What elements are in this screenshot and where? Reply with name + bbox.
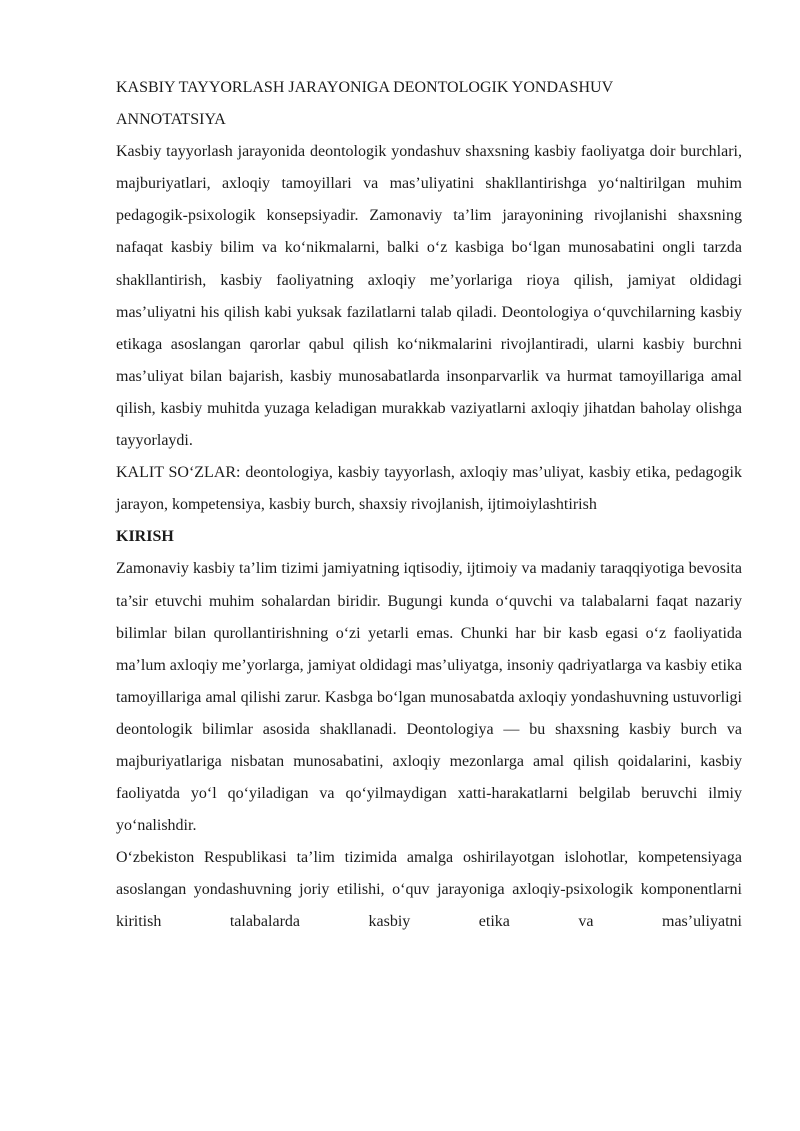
document-title: KASBIY TAYYORLASH JARAYONIGA DEONTOLOGIK YONDASHUV xyxy=(116,79,614,96)
keywords-paragraph: KALIT SO‘ZLAR: deontologiya, kasbiy tayyorlash, axloqiy mas’uliyat, kasbiy etika, pedagogik jarayon, kompetensiya, kasbiy burch, shaxsiy rivojlanish, ijtimoiylashtirish xyxy=(116,464,742,514)
intro-paragraph-1: Zamonaviy kasbiy ta’lim tizimi jamiyatning iqtisodiy, ijtimoiy va madaniy taraqqiyotiga bevosita ta’sir etuvchi muhim sohalardan biridir. Bugungi kunda o‘quvchi va talabalarni faqat nazariy bilimlar bilan qurollantirishning o‘zi yetarli emas. Chunki har bir kasb egasi o‘z faoliyatida ma’lum axloqiy me’yorlarga, jamiyat oldidagi mas’uliyatga, insoniy qadriyatlarga va kasbiy etika tamoyillariga amal qilishi zarur. Kasbga bo‘lgan munosabatda axloqiy yondashuvning ustuvorligi deontologik bilimlar asosida shakllanadi. Deontologiya — bu shaxsning kasbiy burch va majburiyatlariga nisbatan munosabatini, axloqiy mezonlarga amal qilish qoidalarini, kasbiy faoliyatda yo‘l qo‘yiladigan va qo‘yilmaydigan xatti-harakatlarni belgilab beruvchi ilmiy yo‘nalishdir. xyxy=(116,560,742,835)
intro-heading: KIRISH xyxy=(116,528,174,546)
intro-paragraph-2: O‘zbekiston Respublikasi ta’lim tizimida amalga oshirilayotgan islohotlar, kompetensiyaga asoslangan yondashuvning joriy etilishi, o‘quv jarayoniga axloqiy-psixologik komponentlarni kiritish talabalarda kasbiy etika va mas’uliyatni xyxy=(116,849,742,931)
document-page xyxy=(116,72,742,939)
abstract-heading: ANNOTATSIYA xyxy=(116,111,226,129)
abstract-paragraph: Kasbiy tayyorlash jarayonida deontologik yondashuv shaxsning kasbiy faoliyatga doir burchlari, majburiyatlari, axloqiy tamoyillari va mas’uliyatini shakllantirishga yo‘naltirilgan muhim pedagogik-psixologik konsepsiyadir. Zamonaviy ta’lim jarayonining rivojlanishi shaxsning nafaqat kasbiy bilim va ko‘nikmalarni, balki o‘z kasbiga bo‘lgan munosabatini ongli tarzda shakllantirish, kasbiy faoliyatning axloqiy me’yorlariga rioya qilish, jamiyat oldidagi mas’uliyatni his qilish kabi yuksak fazilatlarni talab qiladi. Deontologiya o‘quvchilarning kasbiy etikaga asoslangan qarorlar qabul qilish ko‘nikmalarini rivojlantiradi, ularni kasbiy burchni mas’uliyat bilan bajarish, kasbiy munosabatlarda insonparvarlik va hurmat tamoyillariga amal qilish, kasbiy muhitda yuzaga keladigan murakkab vaziyatlarni axloqiy jihatdan baholay olishga tayyorlaydi. xyxy=(116,143,742,450)
